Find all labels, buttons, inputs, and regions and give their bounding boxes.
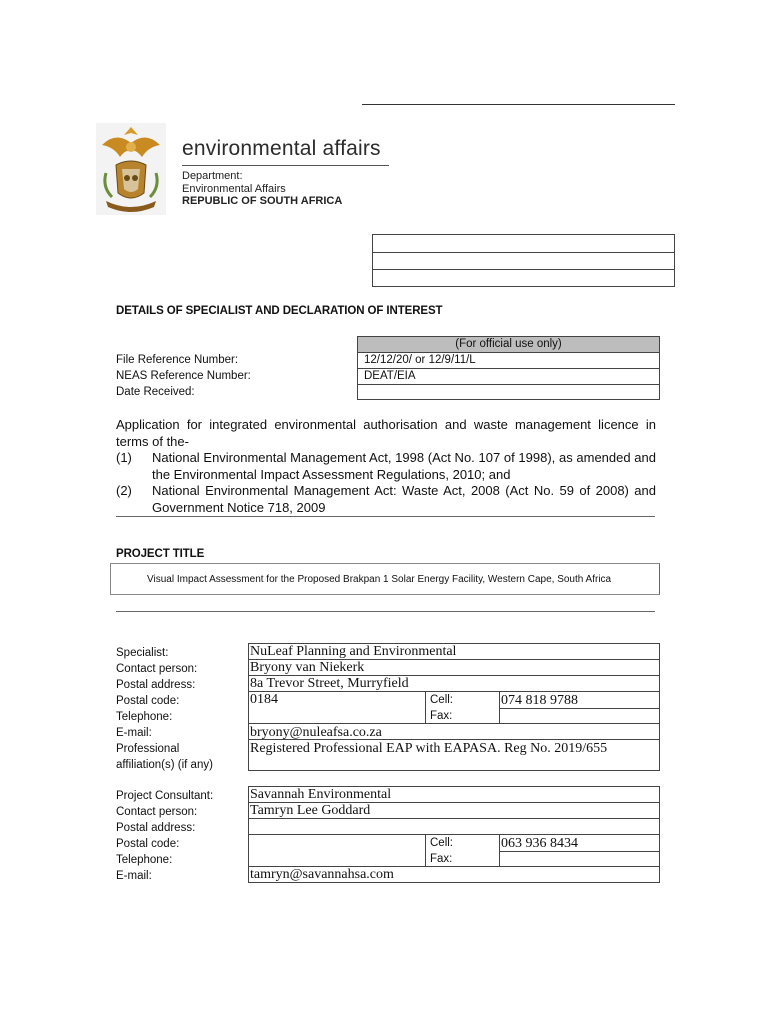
specialist-address[interactable]: 8a Trevor Street, Murryfield [250,676,409,691]
specialist-labels [116,645,213,773]
contact-person-label: Contact person: [116,663,198,675]
item-number: (2) [116,483,132,498]
consultant-name[interactable]: Savannah Environmental [250,787,392,802]
project-consultant-label: Project Consultant: [116,790,214,802]
email-label: E-mail: [116,727,152,739]
affiliation-label: affiliation(s) (if any) [116,759,213,771]
official-use-header: (For official use only) [357,336,660,352]
dept-line-3: REPUBLIC OF SOUTH AFRICA [182,195,343,207]
email-label: E-mail: [116,870,152,882]
postal-code-label: Postal code: [116,695,180,707]
application-intro: Application for integrated environmental authorisation and waste management licence in terms of the- [116,417,656,449]
file-reference-label: File Reference Number: [116,354,239,366]
project-title-box [110,563,660,595]
specialist-cell-label: Cell: [430,694,454,706]
specialist-affiliation[interactable]: Registered Professional EAP with EAPASA. Reg No. 2019/655 [250,741,608,756]
telephone-label: Telephone: [116,711,173,723]
specialist-fax-label: Fax: [430,710,453,722]
consultant-cell[interactable]: 063 936 8434 [501,836,578,851]
application-item [116,483,656,516]
application-rule [116,516,655,517]
item-text: National Environmental Management Act, 1998 (Act No. 107 of 1998), as amended and the Environmental Impact Assessment Regulations, 2010; and [152,450,656,482]
specialist-email[interactable]: bryony@nuleafsa.co.za [250,725,382,740]
application-text [116,417,656,516]
consultant-labels [116,788,213,884]
coat-of-arms-icon [96,123,166,215]
brand-title: environmental affairs [182,137,381,160]
project-title-heading: PROJECT TITLE [116,548,205,560]
professional-label: Professional [116,743,180,755]
consultant-email[interactable]: tamryn@savannahsa.com [250,867,394,882]
specialist-label: Specialist: [116,647,169,659]
dept-line-1: Department: [182,170,243,182]
official-box-stack [372,234,675,287]
consultant-fax-label: Fax: [430,853,453,865]
specialist-grid [248,643,660,771]
specialist-name[interactable]: NuLeaf Planning and Environmental [250,644,457,659]
official-box-row [372,252,675,270]
section-heading: DETAILS OF SPECIALIST AND DECLARATION OF INTEREST [116,305,443,317]
dept-line-2: Environmental Affairs [182,182,286,195]
consultant-cell-label: Cell: [430,837,454,849]
specialist-cell[interactable]: 074 818 9788 [501,693,578,708]
consultant-contact[interactable]: Tamryn Lee Goddard [250,803,371,818]
specialist-contact[interactable]: Bryony van Niekerk [250,660,365,675]
specialist-postal-code[interactable]: 0184 [250,692,278,707]
contact-person-label: Contact person: [116,806,198,818]
brand-divider [182,165,389,166]
department-text [182,170,342,208]
application-item [116,450,656,483]
item-number: (1) [116,450,132,465]
postal-code-label: Postal code: [116,838,180,850]
official-box-row [372,269,675,287]
project-rule [116,611,655,612]
telephone-label: Telephone: [116,854,173,866]
reference-labels [116,352,251,400]
item-text: National Environmental Management Act: Waste Act, 2008 (Act No. 59 of 2008) and Government Notice 718, 2009 [152,483,656,515]
date-received-value[interactable] [357,384,660,400]
top-rule [362,104,675,105]
neas-reference-value[interactable]: DEAT/EIA [357,368,660,384]
department-logo [93,123,393,216]
file-reference-value[interactable]: 12/12/20/ or 12/9/11/L [357,352,660,368]
neas-reference-label: NEAS Reference Number: [116,370,251,382]
reference-table [357,336,660,400]
consultant-grid [248,786,660,883]
date-received-label: Date Received: [116,386,195,398]
postal-address-label: Postal address: [116,822,196,834]
postal-address-label: Postal address: [116,679,196,691]
project-title-text: Visual Impact Assessment for the Proposed Brakpan 1 Solar Energy Facility, Western Cape, South Africa [147,573,612,585]
official-box-row [372,234,675,252]
